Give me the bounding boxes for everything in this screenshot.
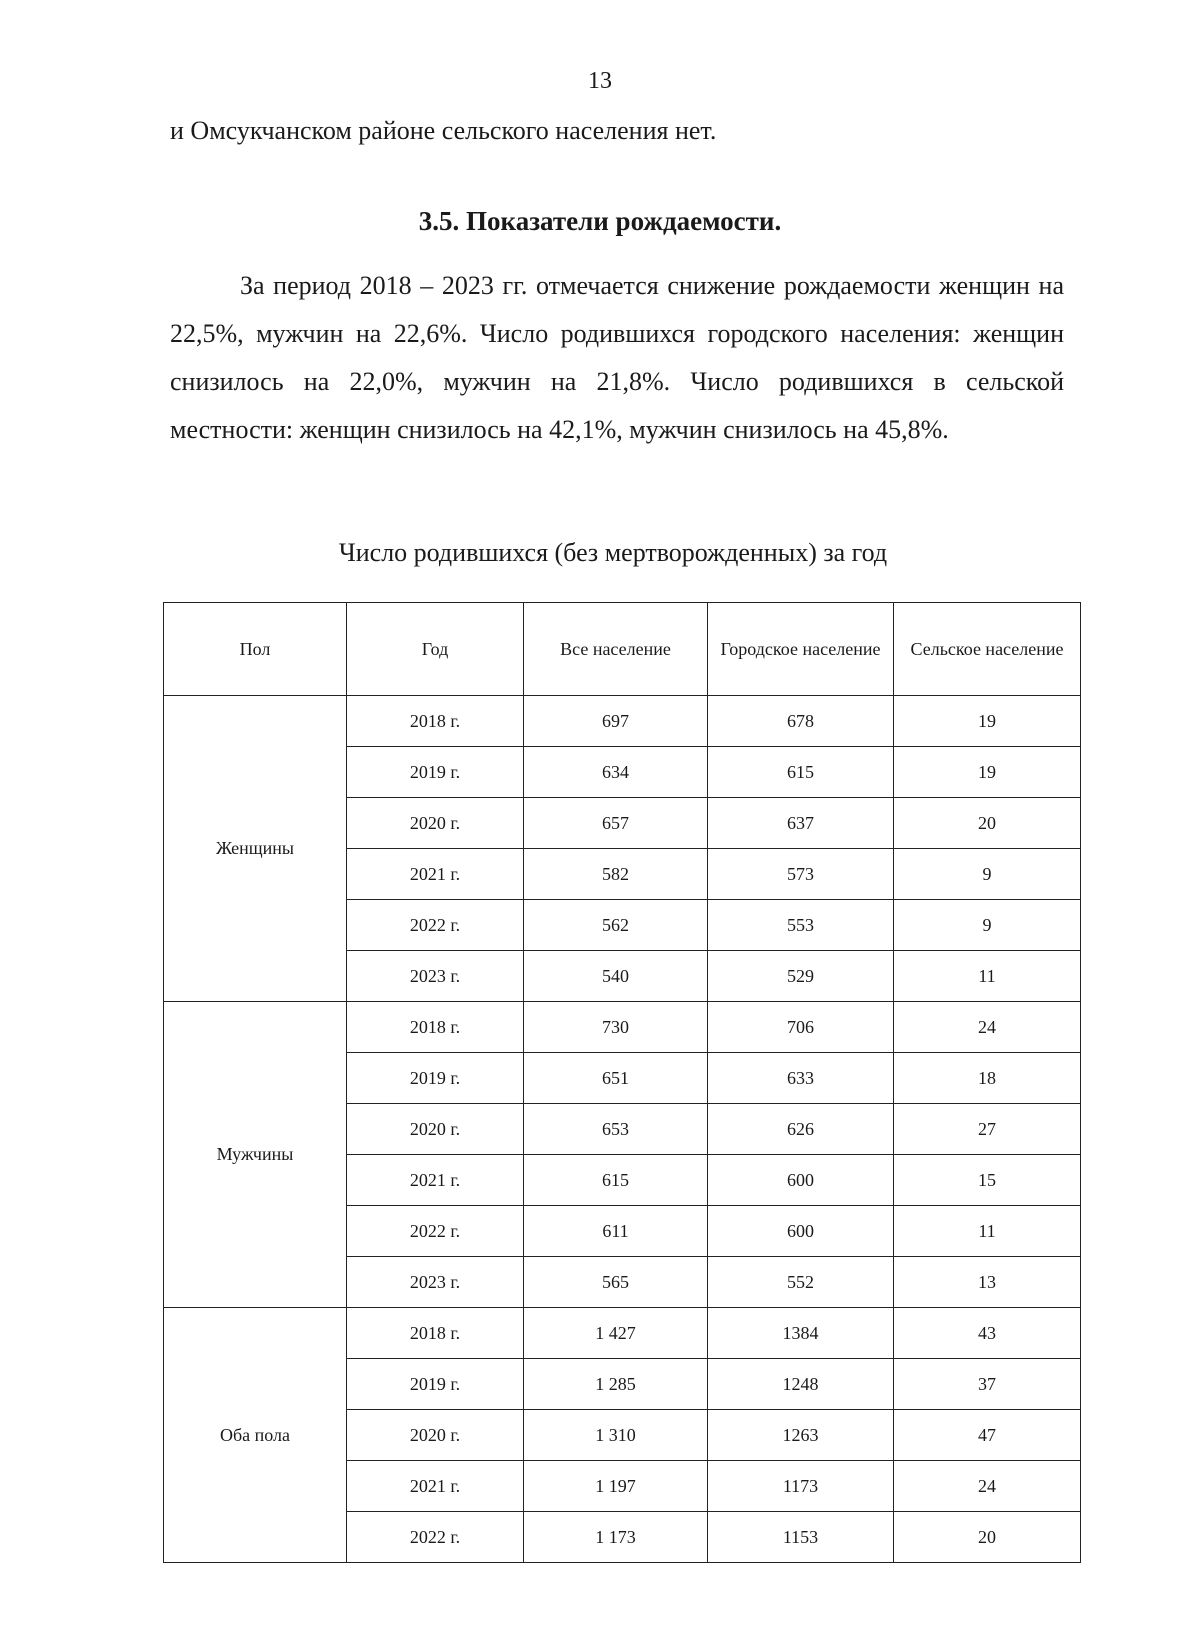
rural-population-cell: 20: [894, 798, 1081, 849]
year-cell: 2021 г.: [347, 849, 524, 900]
rural-population-cell: 13: [894, 1257, 1081, 1308]
rural-population-cell: 19: [894, 696, 1081, 747]
rural-population-cell: 11: [894, 1206, 1081, 1257]
all-population-cell: 651: [524, 1053, 708, 1104]
urban-population-cell: 600: [708, 1206, 894, 1257]
urban-population-cell: 1263: [708, 1410, 894, 1461]
page-number: 13: [588, 68, 612, 94]
year-cell: 2019 г.: [347, 1359, 524, 1410]
rural-population-cell: 19: [894, 747, 1081, 798]
year-cell: 2020 г.: [347, 798, 524, 849]
all-population-cell: 657: [524, 798, 708, 849]
table-body: [164, 696, 1081, 1563]
year-cell: 2023 г.: [347, 951, 524, 1002]
urban-population-cell: 678: [708, 696, 894, 747]
table-row: [164, 1308, 1081, 1359]
urban-population-cell: 552: [708, 1257, 894, 1308]
all-population-cell: 611: [524, 1206, 708, 1257]
all-population-cell: 615: [524, 1155, 708, 1206]
year-cell: 2022 г.: [347, 1206, 524, 1257]
all-population-cell: 562: [524, 900, 708, 951]
section-heading: 3.5. Показатели рождаемости.: [418, 206, 782, 236]
rural-population-cell: 24: [894, 1461, 1081, 1512]
header-all-population: Все население: [524, 603, 708, 696]
year-cell: 2019 г.: [347, 1053, 524, 1104]
year-cell: 2020 г.: [347, 1410, 524, 1461]
year-cell: 2021 г.: [347, 1155, 524, 1206]
all-population-cell: 565: [524, 1257, 708, 1308]
urban-population-cell: 637: [708, 798, 894, 849]
rural-population-cell: 43: [894, 1308, 1081, 1359]
rural-population-cell: 37: [894, 1359, 1081, 1410]
births-table: [163, 602, 1081, 1563]
body-paragraph: За период 2018 – 2023 гг. отмечается снижение рождаемости женщин на 22,5%, мужчин на 22,6%. Число родившихся городского населения: женщин снизилось на 22,0%, мужчин на 21,8%. Число родившихся в сельской местности: женщин снизилось на 42,1%, мужчин снизилось на 45,8%.: [170, 271, 1064, 444]
all-population-cell: 540: [524, 951, 708, 1002]
all-population-cell: 1 427: [524, 1308, 708, 1359]
header-rural-population: Сельское население: [894, 603, 1081, 696]
rural-population-cell: 18: [894, 1053, 1081, 1104]
year-cell: 2021 г.: [347, 1461, 524, 1512]
table-row: [164, 1002, 1081, 1053]
year-cell: 2023 г.: [347, 1257, 524, 1308]
intro-line: и Омсукчанском районе сельского населения нет.: [170, 116, 717, 145]
urban-population-cell: 529: [708, 951, 894, 1002]
year-cell: 2022 г.: [347, 900, 524, 951]
all-population-cell: 653: [524, 1104, 708, 1155]
urban-population-cell: 573: [708, 849, 894, 900]
urban-population-cell: 706: [708, 1002, 894, 1053]
rural-population-cell: 47: [894, 1410, 1081, 1461]
sex-group-cell: Оба пола: [164, 1308, 347, 1563]
urban-population-cell: 626: [708, 1104, 894, 1155]
all-population-cell: 634: [524, 747, 708, 798]
all-population-cell: 1 173: [524, 1512, 708, 1563]
rural-population-cell: 15: [894, 1155, 1081, 1206]
header-urban-population: Городское население: [708, 603, 894, 696]
rural-population-cell: 20: [894, 1512, 1081, 1563]
all-population-cell: 730: [524, 1002, 708, 1053]
urban-population-cell: 1153: [708, 1512, 894, 1563]
table-header-row: [164, 603, 1081, 696]
all-population-cell: 582: [524, 849, 708, 900]
rural-population-cell: 9: [894, 849, 1081, 900]
all-population-cell: 1 285: [524, 1359, 708, 1410]
rural-population-cell: 11: [894, 951, 1081, 1002]
table-row: [164, 696, 1081, 747]
year-cell: 2018 г.: [347, 696, 524, 747]
all-population-cell: 1 197: [524, 1461, 708, 1512]
urban-population-cell: 600: [708, 1155, 894, 1206]
year-cell: 2019 г.: [347, 747, 524, 798]
rural-population-cell: 24: [894, 1002, 1081, 1053]
rural-population-cell: 9: [894, 900, 1081, 951]
header-sex: Пол: [164, 603, 347, 696]
all-population-cell: 697: [524, 696, 708, 747]
header-year: Год: [347, 603, 524, 696]
year-cell: 2018 г.: [347, 1308, 524, 1359]
year-cell: 2020 г.: [347, 1104, 524, 1155]
year-cell: 2018 г.: [347, 1002, 524, 1053]
sex-group-cell: Женщины: [164, 696, 347, 1002]
year-cell: 2022 г.: [347, 1512, 524, 1563]
urban-population-cell: 553: [708, 900, 894, 951]
urban-population-cell: 615: [708, 747, 894, 798]
urban-population-cell: 1248: [708, 1359, 894, 1410]
table-caption: Число родившихся (без мертворожденных) за год: [338, 538, 888, 567]
sex-group-cell: Мужчины: [164, 1002, 347, 1308]
rural-population-cell: 27: [894, 1104, 1081, 1155]
all-population-cell: 1 310: [524, 1410, 708, 1461]
urban-population-cell: 1173: [708, 1461, 894, 1512]
urban-population-cell: 1384: [708, 1308, 894, 1359]
urban-population-cell: 633: [708, 1053, 894, 1104]
